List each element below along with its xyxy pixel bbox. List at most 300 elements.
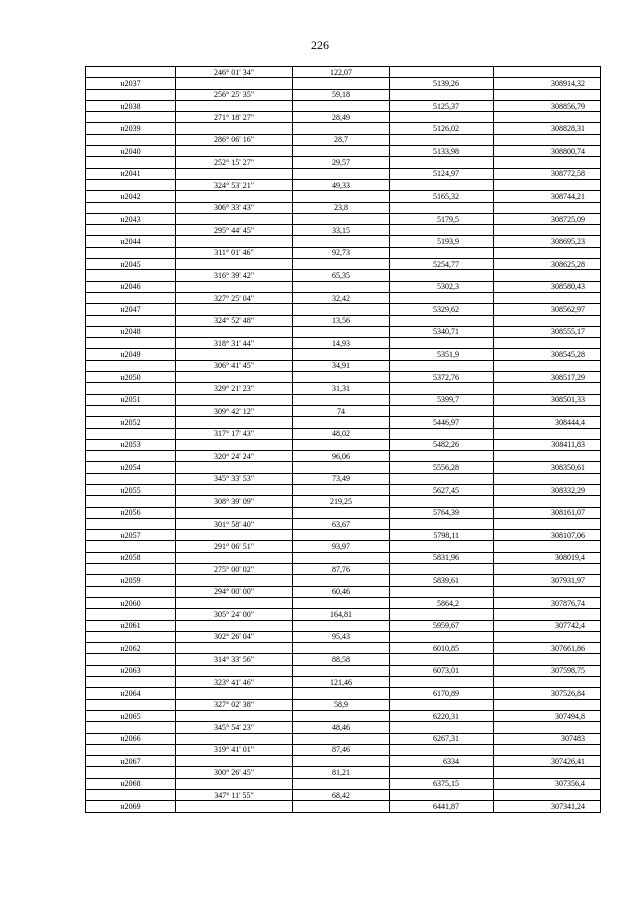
x-coordinate-cell: 6220,31 xyxy=(390,710,494,721)
direction-angle-cell: 323° 41' 46" xyxy=(176,677,293,688)
distance-cell xyxy=(293,688,390,699)
y-coordinate-cell: 307526,84 xyxy=(494,688,601,699)
table-row-segment xyxy=(86,270,601,281)
direction-angle-cell: 314° 33' 56" xyxy=(176,654,293,665)
direction-angle-cell xyxy=(176,123,293,134)
y-coordinate-cell xyxy=(494,134,601,145)
y-coordinate-cell xyxy=(494,292,601,303)
y-coordinate-cell: 308161,07 xyxy=(494,507,601,518)
x-coordinate-cell: 5446,97 xyxy=(390,417,494,428)
y-coordinate-cell: 307483 xyxy=(494,733,601,744)
point-name-cell xyxy=(86,270,176,281)
x-coordinate-cell xyxy=(390,496,494,507)
distance-cell: 92,73 xyxy=(293,247,390,258)
table-row-point xyxy=(86,100,601,111)
direction-angle-cell: 275° 00' 02" xyxy=(176,564,293,575)
direction-angle-cell xyxy=(176,191,293,202)
y-coordinate-cell xyxy=(494,247,601,258)
table-row-point xyxy=(86,349,601,360)
x-coordinate-cell: 5627,45 xyxy=(390,484,494,495)
table-row-point xyxy=(86,168,601,179)
distance-cell xyxy=(293,552,390,563)
y-coordinate-cell xyxy=(494,202,601,213)
direction-angle-cell xyxy=(176,710,293,721)
distance-cell: 14,93 xyxy=(293,338,390,349)
table-row-segment xyxy=(86,157,601,168)
distance-cell xyxy=(293,665,390,676)
point-name-cell xyxy=(86,451,176,462)
x-coordinate-cell: 6441,87 xyxy=(390,801,494,812)
point-name-cell xyxy=(86,383,176,394)
table-row-segment xyxy=(86,247,601,258)
table-row-point xyxy=(86,236,601,247)
x-coordinate-cell: 5124,97 xyxy=(390,168,494,179)
distance-cell: 23,8 xyxy=(293,202,390,213)
x-coordinate-cell xyxy=(390,677,494,688)
y-coordinate-cell xyxy=(494,270,601,281)
table-row-point xyxy=(86,417,601,428)
table-row-point xyxy=(86,123,601,134)
table-row-segment xyxy=(86,654,601,665)
distance-cell: 81,21 xyxy=(293,767,390,778)
point-name-cell xyxy=(86,134,176,145)
distance-cell xyxy=(293,349,390,360)
y-coordinate-cell xyxy=(494,112,601,123)
direction-angle-cell xyxy=(176,552,293,563)
x-coordinate-cell xyxy=(390,89,494,100)
y-coordinate-cell xyxy=(494,677,601,688)
y-coordinate-cell: 308856,79 xyxy=(494,100,601,111)
y-coordinate-cell: 308828,31 xyxy=(494,123,601,134)
direction-angle-cell: 302° 26' 04" xyxy=(176,631,293,642)
distance-cell xyxy=(293,191,390,202)
point-name-cell: н2046 xyxy=(86,281,176,292)
direction-angle-cell: 311° 01' 46" xyxy=(176,247,293,258)
point-name-cell xyxy=(86,631,176,642)
x-coordinate-cell: 5764,39 xyxy=(390,507,494,518)
y-coordinate-cell: 308800,74 xyxy=(494,146,601,157)
table-row-point xyxy=(86,191,601,202)
table-row-point xyxy=(86,643,601,654)
point-name-cell: н2062 xyxy=(86,643,176,654)
distance-cell xyxy=(293,372,390,383)
point-name-cell: н2039 xyxy=(86,123,176,134)
x-coordinate-cell: 6375,15 xyxy=(390,778,494,789)
x-coordinate-cell: 5482,26 xyxy=(390,439,494,450)
table-row-point xyxy=(86,756,601,767)
distance-cell: 96,06 xyxy=(293,451,390,462)
point-name-cell: н2040 xyxy=(86,146,176,157)
distance-cell: 13,56 xyxy=(293,315,390,326)
y-coordinate-cell: 307426,41 xyxy=(494,756,601,767)
x-coordinate-cell xyxy=(390,428,494,439)
direction-angle-cell: 345° 33' 53" xyxy=(176,473,293,484)
distance-cell xyxy=(293,756,390,767)
y-coordinate-cell: 308914,32 xyxy=(494,78,601,89)
y-coordinate-cell xyxy=(494,315,601,326)
distance-cell xyxy=(293,236,390,247)
table-row-point xyxy=(86,394,601,405)
table-row-point xyxy=(86,801,601,812)
table-row-segment xyxy=(86,586,601,597)
direction-angle-cell xyxy=(176,597,293,608)
direction-angle-cell: 308° 39' 09" xyxy=(176,496,293,507)
direction-angle-cell: 320° 24' 24" xyxy=(176,451,293,462)
direction-angle-cell xyxy=(176,281,293,292)
table-row-segment xyxy=(86,202,601,213)
x-coordinate-cell xyxy=(390,134,494,145)
direction-angle-cell: 252° 15' 27" xyxy=(176,157,293,168)
direction-angle-cell: 305° 24' 00" xyxy=(176,609,293,620)
table-row-point xyxy=(86,439,601,450)
direction-angle-cell: 327° 02' 38" xyxy=(176,699,293,710)
y-coordinate-cell: 307341,24 xyxy=(494,801,601,812)
y-coordinate-cell: 308501,33 xyxy=(494,394,601,405)
coordinates-table xyxy=(85,66,601,813)
y-coordinate-cell xyxy=(494,586,601,597)
y-coordinate-cell: 308411,83 xyxy=(494,439,601,450)
y-coordinate-cell: 307931,97 xyxy=(494,575,601,586)
table-row-point xyxy=(86,146,601,157)
y-coordinate-cell xyxy=(494,767,601,778)
x-coordinate-cell xyxy=(390,247,494,258)
distance-cell: 65,35 xyxy=(293,270,390,281)
point-name-cell: н2044 xyxy=(86,236,176,247)
point-name-cell: н2055 xyxy=(86,484,176,495)
direction-angle-cell xyxy=(176,688,293,699)
y-coordinate-cell xyxy=(494,428,601,439)
point-name-cell: н2059 xyxy=(86,575,176,586)
y-coordinate-cell xyxy=(494,360,601,371)
direction-angle-cell: 324° 52' 48" xyxy=(176,315,293,326)
point-name-cell xyxy=(86,473,176,484)
direction-angle-cell: 294° 00' 00" xyxy=(176,586,293,597)
direction-angle-cell xyxy=(176,530,293,541)
point-name-cell xyxy=(86,202,176,213)
direction-angle-cell: 291° 06' 51" xyxy=(176,541,293,552)
distance-cell xyxy=(293,123,390,134)
table-row-segment xyxy=(86,112,601,123)
x-coordinate-cell: 5126,02 xyxy=(390,123,494,134)
point-name-cell xyxy=(86,699,176,710)
distance-cell xyxy=(293,146,390,157)
y-coordinate-cell: 308517,29 xyxy=(494,372,601,383)
x-coordinate-cell xyxy=(390,270,494,281)
table-row-segment xyxy=(86,790,601,801)
point-name-cell: н2053 xyxy=(86,439,176,450)
point-name-cell xyxy=(86,112,176,123)
table-row-segment xyxy=(86,225,601,236)
point-name-cell xyxy=(86,360,176,371)
x-coordinate-cell xyxy=(390,292,494,303)
direction-angle-cell xyxy=(176,778,293,789)
direction-angle-cell xyxy=(176,236,293,247)
x-coordinate-cell xyxy=(390,790,494,801)
y-coordinate-cell xyxy=(494,564,601,575)
direction-angle-cell: 246° 01' 34" xyxy=(176,67,293,78)
table-row-point xyxy=(86,665,601,676)
direction-angle-cell xyxy=(176,484,293,495)
table-row-point xyxy=(86,552,601,563)
direction-angle-cell: 306° 41' 45" xyxy=(176,360,293,371)
point-name-cell: н2042 xyxy=(86,191,176,202)
x-coordinate-cell xyxy=(390,744,494,755)
x-coordinate-cell xyxy=(390,631,494,642)
direction-angle-cell xyxy=(176,259,293,270)
distance-cell xyxy=(293,326,390,337)
distance-cell: 121,46 xyxy=(293,677,390,688)
x-coordinate-cell xyxy=(390,112,494,123)
point-name-cell xyxy=(86,722,176,733)
x-coordinate-cell: 5302,3 xyxy=(390,281,494,292)
y-coordinate-cell xyxy=(494,518,601,529)
table-row-segment xyxy=(86,134,601,145)
table-row-point xyxy=(86,484,601,495)
distance-cell: 31,31 xyxy=(293,383,390,394)
distance-cell: 28,49 xyxy=(293,112,390,123)
direction-angle-cell: 345° 54' 23" xyxy=(176,722,293,733)
table-row-segment xyxy=(86,315,601,326)
distance-cell xyxy=(293,439,390,450)
distance-cell xyxy=(293,100,390,111)
x-coordinate-cell xyxy=(390,609,494,620)
y-coordinate-cell xyxy=(494,157,601,168)
x-coordinate-cell xyxy=(390,383,494,394)
direction-angle-cell xyxy=(176,168,293,179)
distance-cell: 59,18 xyxy=(293,89,390,100)
table-row-segment xyxy=(86,677,601,688)
x-coordinate-cell: 5193,9 xyxy=(390,236,494,247)
point-name-cell xyxy=(86,315,176,326)
point-name-cell: н2063 xyxy=(86,665,176,676)
table-row-point xyxy=(86,620,601,631)
y-coordinate-cell xyxy=(494,654,601,665)
direction-angle-cell xyxy=(176,394,293,405)
y-coordinate-cell xyxy=(494,473,601,484)
x-coordinate-cell xyxy=(390,67,494,78)
table-row-segment xyxy=(86,383,601,394)
x-coordinate-cell xyxy=(390,586,494,597)
distance-cell xyxy=(293,394,390,405)
x-coordinate-cell xyxy=(390,518,494,529)
distance-cell xyxy=(293,78,390,89)
direction-angle-cell xyxy=(176,643,293,654)
distance-cell xyxy=(293,733,390,744)
point-name-cell xyxy=(86,89,176,100)
table-row-point xyxy=(86,259,601,270)
direction-angle-cell: 318° 31' 44" xyxy=(176,338,293,349)
x-coordinate-cell: 5165,32 xyxy=(390,191,494,202)
direction-angle-cell: 317° 17' 43" xyxy=(176,428,293,439)
point-name-cell xyxy=(86,790,176,801)
x-coordinate-cell xyxy=(390,315,494,326)
direction-angle-cell xyxy=(176,439,293,450)
y-coordinate-cell: 308580,43 xyxy=(494,281,601,292)
x-coordinate-cell xyxy=(390,564,494,575)
table-row-point xyxy=(86,304,601,315)
point-name-cell xyxy=(86,247,176,258)
direction-angle-cell: 316° 39' 42" xyxy=(176,270,293,281)
table-row-point xyxy=(86,372,601,383)
point-name-cell xyxy=(86,586,176,597)
y-coordinate-cell: 308625,28 xyxy=(494,259,601,270)
distance-cell: 48,02 xyxy=(293,428,390,439)
distance-cell: 88,58 xyxy=(293,654,390,665)
table-row-segment xyxy=(86,767,601,778)
distance-cell: 29,57 xyxy=(293,157,390,168)
x-coordinate-cell: 5399,7 xyxy=(390,394,494,405)
table-row-segment xyxy=(86,360,601,371)
y-coordinate-cell xyxy=(494,225,601,236)
distance-cell xyxy=(293,575,390,586)
direction-angle-cell: 256° 25' 35" xyxy=(176,89,293,100)
y-coordinate-cell: 308444,4 xyxy=(494,417,601,428)
point-name-cell: н2043 xyxy=(86,213,176,224)
x-coordinate-cell: 5372,76 xyxy=(390,372,494,383)
table-row-segment xyxy=(86,564,601,575)
table-row-point xyxy=(86,507,601,518)
table-row-segment xyxy=(86,179,601,190)
y-coordinate-cell: 308545,28 xyxy=(494,349,601,360)
table-row-point xyxy=(86,710,601,721)
y-coordinate-cell: 308332,29 xyxy=(494,484,601,495)
distance-cell xyxy=(293,710,390,721)
direction-angle-cell xyxy=(176,417,293,428)
direction-angle-cell: 347° 11' 55" xyxy=(176,790,293,801)
distance-cell xyxy=(293,213,390,224)
table-row-point xyxy=(86,733,601,744)
x-coordinate-cell xyxy=(390,722,494,733)
table-row-point xyxy=(86,575,601,586)
x-coordinate-cell: 5556,28 xyxy=(390,462,494,473)
point-name-cell: н2051 xyxy=(86,394,176,405)
point-name-cell xyxy=(86,541,176,552)
table-row-point xyxy=(86,326,601,337)
y-coordinate-cell: 308772,58 xyxy=(494,168,601,179)
distance-cell: 122,07 xyxy=(293,67,390,78)
point-name-cell: н2058 xyxy=(86,552,176,563)
direction-angle-cell xyxy=(176,756,293,767)
y-coordinate-cell xyxy=(494,496,601,507)
table-row-segment xyxy=(86,699,601,710)
y-coordinate-cell: 308107,06 xyxy=(494,530,601,541)
point-name-cell: н2064 xyxy=(86,688,176,699)
distance-cell xyxy=(293,281,390,292)
y-coordinate-cell xyxy=(494,89,601,100)
distance-cell xyxy=(293,778,390,789)
point-name-cell: н2050 xyxy=(86,372,176,383)
direction-angle-cell xyxy=(176,575,293,586)
distance-cell xyxy=(293,259,390,270)
direction-angle-cell xyxy=(176,349,293,360)
distance-cell xyxy=(293,801,390,812)
x-coordinate-cell: 5798,11 xyxy=(390,530,494,541)
x-coordinate-cell xyxy=(390,541,494,552)
distance-cell xyxy=(293,304,390,315)
point-name-cell: н2037 xyxy=(86,78,176,89)
y-coordinate-cell: 308695,23 xyxy=(494,236,601,247)
y-coordinate-cell: 308562,97 xyxy=(494,304,601,315)
table-row-segment xyxy=(86,67,601,78)
x-coordinate-cell xyxy=(390,202,494,213)
table-row-segment xyxy=(86,722,601,733)
distance-cell: 33,15 xyxy=(293,225,390,236)
y-coordinate-cell: 307661,86 xyxy=(494,643,601,654)
point-name-cell: н2047 xyxy=(86,304,176,315)
direction-angle-cell: 324° 53' 21" xyxy=(176,179,293,190)
x-coordinate-cell: 6334 xyxy=(390,756,494,767)
x-coordinate-cell xyxy=(390,451,494,462)
point-name-cell: н2056 xyxy=(86,507,176,518)
distance-cell: 87,46 xyxy=(293,744,390,755)
distance-cell: 68,42 xyxy=(293,790,390,801)
direction-angle-cell xyxy=(176,507,293,518)
distance-cell: 93,97 xyxy=(293,541,390,552)
direction-angle-cell xyxy=(176,620,293,631)
direction-angle-cell: 301° 58' 40" xyxy=(176,518,293,529)
y-coordinate-cell xyxy=(494,631,601,642)
y-coordinate-cell: 307598,75 xyxy=(494,665,601,676)
y-coordinate-cell xyxy=(494,722,601,733)
y-coordinate-cell xyxy=(494,179,601,190)
x-coordinate-cell: 5959,67 xyxy=(390,620,494,631)
x-coordinate-cell xyxy=(390,473,494,484)
distance-cell: 48,46 xyxy=(293,722,390,733)
table-row-point xyxy=(86,778,601,789)
x-coordinate-cell: 5179,5 xyxy=(390,213,494,224)
direction-angle-cell: 271° 18' 27" xyxy=(176,112,293,123)
point-name-cell xyxy=(86,767,176,778)
table-row-segment xyxy=(86,473,601,484)
distance-cell xyxy=(293,530,390,541)
point-name-cell: н2066 xyxy=(86,733,176,744)
direction-angle-cell: 300° 26' 45" xyxy=(176,767,293,778)
y-coordinate-cell xyxy=(494,699,601,710)
x-coordinate-cell xyxy=(390,699,494,710)
x-coordinate-cell: 5831,96 xyxy=(390,552,494,563)
table-row-point xyxy=(86,688,601,699)
point-name-cell xyxy=(86,654,176,665)
point-name-cell: н2065 xyxy=(86,710,176,721)
direction-angle-cell: 295° 44' 45" xyxy=(176,225,293,236)
point-name-cell xyxy=(86,744,176,755)
point-name-cell xyxy=(86,338,176,349)
point-name-cell xyxy=(86,496,176,507)
point-name-cell: н2049 xyxy=(86,349,176,360)
distance-cell: 32,42 xyxy=(293,292,390,303)
direction-angle-cell: 327° 25' 04" xyxy=(176,292,293,303)
x-coordinate-cell: 5254,77 xyxy=(390,259,494,270)
distance-cell xyxy=(293,643,390,654)
x-coordinate-cell xyxy=(390,179,494,190)
table-row-point xyxy=(86,78,601,89)
coordinates-table-body xyxy=(86,67,601,813)
direction-angle-cell xyxy=(176,733,293,744)
point-name-cell: н2038 xyxy=(86,100,176,111)
table-row-segment xyxy=(86,405,601,416)
point-name-cell xyxy=(86,157,176,168)
point-name-cell: н2048 xyxy=(86,326,176,337)
table-row-point xyxy=(86,530,601,541)
x-coordinate-cell xyxy=(390,767,494,778)
direction-angle-cell xyxy=(176,78,293,89)
point-name-cell xyxy=(86,609,176,620)
point-name-cell: н2057 xyxy=(86,530,176,541)
y-coordinate-cell xyxy=(494,405,601,416)
y-coordinate-cell: 308744,21 xyxy=(494,191,601,202)
point-name-cell xyxy=(86,564,176,575)
y-coordinate-cell xyxy=(494,744,601,755)
